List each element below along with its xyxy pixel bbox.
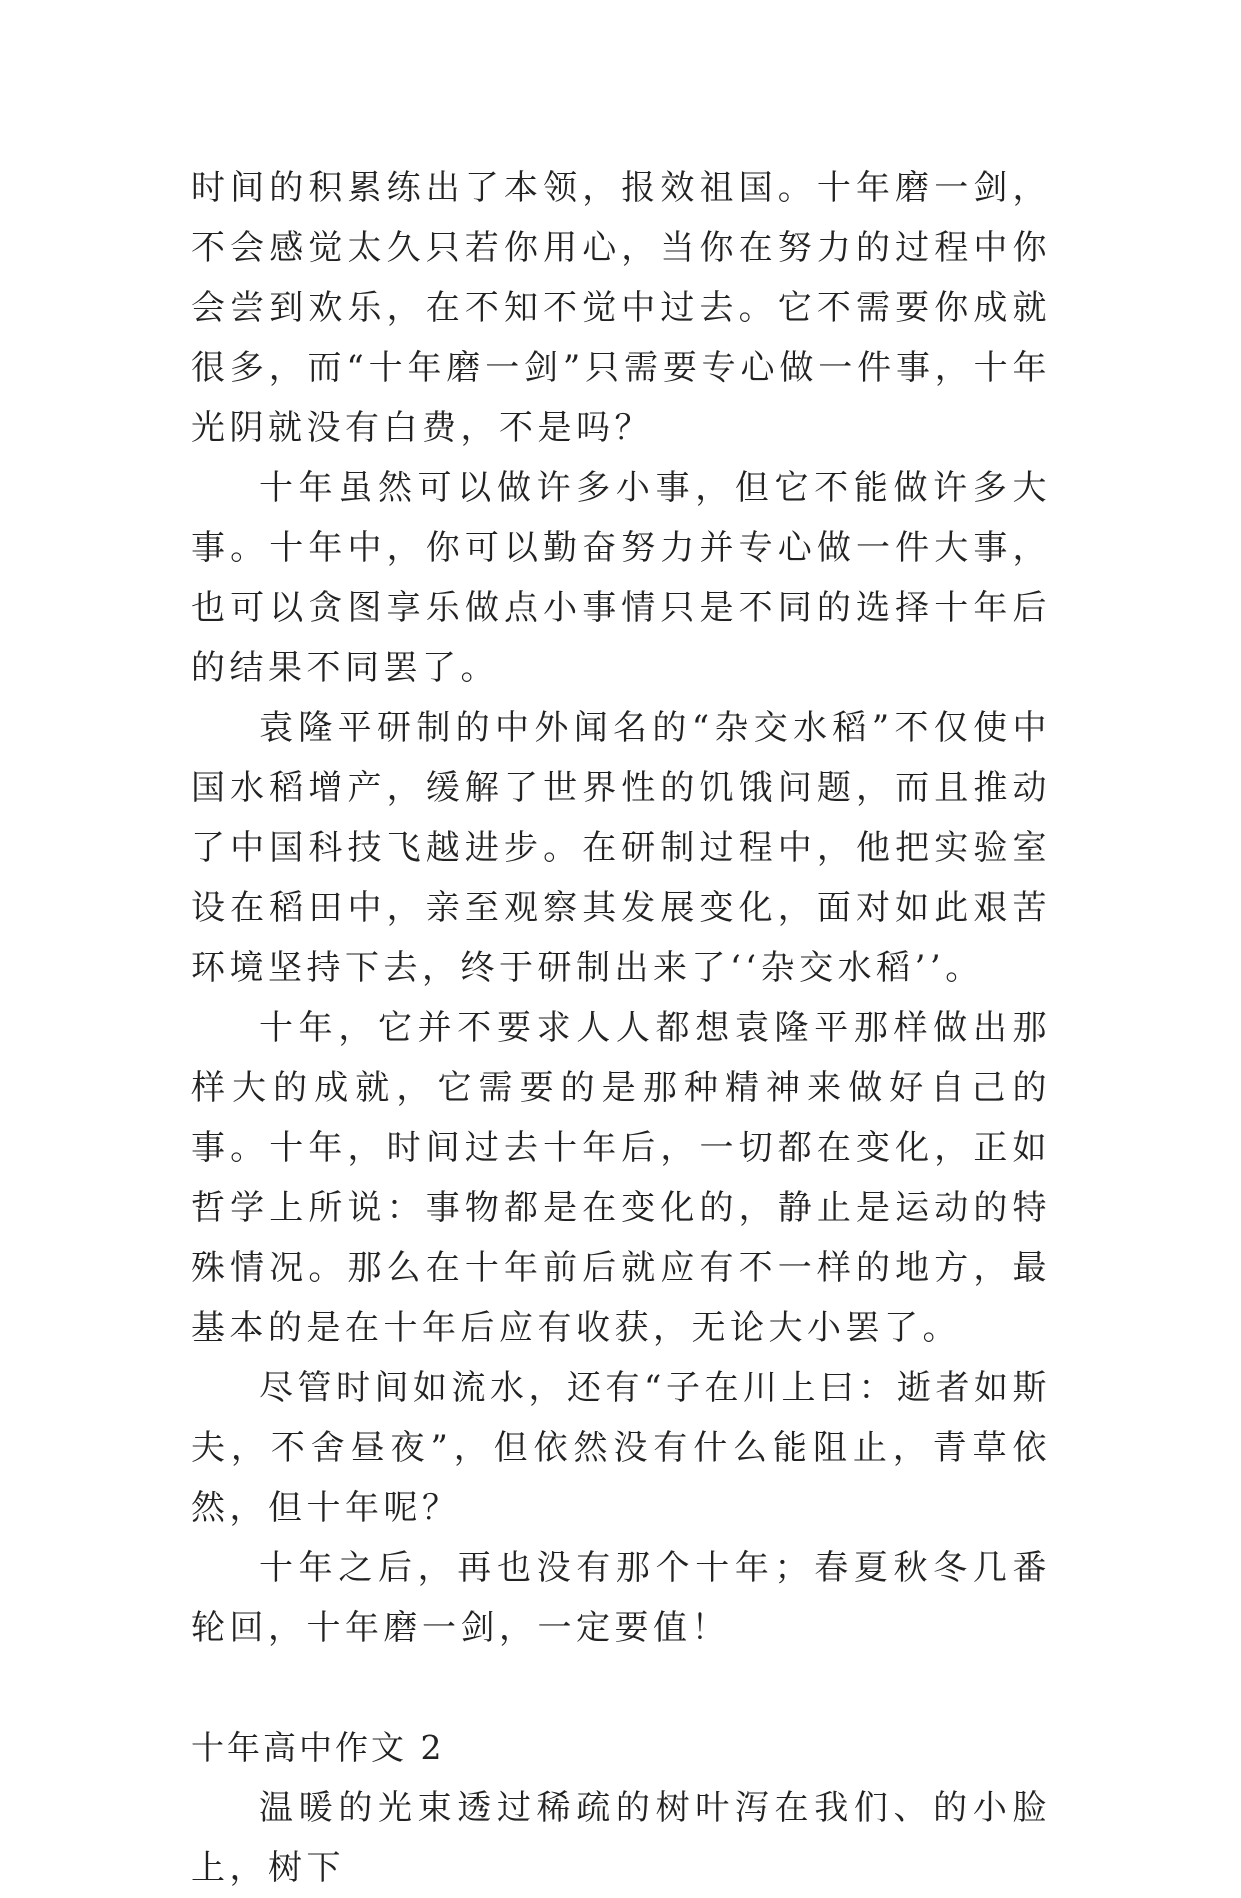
paragraph: 十年虽然可以做许多小事，但它不能做许多大事。十年中，你可以勤奋努力并专心做一件大事，也可以贪图享乐做点小事情只是不同的选择十年后的结果不同罢了。 (191, 468, 1051, 688)
paragraph: 十年之后，再也没有那个十年；春夏秋冬几番轮回，十年磨一剑，一定要值！ (191, 1548, 1051, 1648)
paragraph: 温暖的光束透过稀疏的树叶泻在我们、的小脸上，树下 (191, 1788, 1051, 1888)
section-title: 十年高中作文 2 (191, 1728, 445, 1767)
paragraph: 尽管时间如流水，还有“子在川上曰：逝者如斯夫，不舍昼夜”，但依然没有什么能阻止，青草依然，但十年呢？ (191, 1368, 1051, 1528)
paragraph: 十年，它并不要求人人都想袁隆平那样做出那样大的成就，它需要的是那种精神来做好自己的事。十年，时间过去十年后，一切都在变化，正如哲学上所说：事物都是在变化的，静止是运动的特殊情况。那么在十年前后就应有不一样的地方，最基本的是在十年后应有收获，无论大小罢了。 (191, 1008, 1051, 1348)
paragraph-continued: 时间的积累练出了本领，报效祖国。十年磨一剑，不会感觉太久只若你用心，当你在努力的过程中你会尝到欢乐，在不知不觉中过去。它不需要你成就很多，而“十年磨一剑”只需要专心做一件事，十年光阴就没有白费，不是吗？ (191, 168, 1051, 448)
document-body (191, 158, 1051, 1898)
paragraph: 袁隆平研制的中外闻名的“杂交水稻”不仅使中国水稻增产，缓解了世界性的饥饿问题，而且推动了中国科技飞越进步。在研制过程中，他把实验室设在稻田中，亲至观察其发展变化，面对如此艰苦环境坚持下去，终于研制出来了‘‘杂交水稻’’。 (191, 708, 1051, 988)
